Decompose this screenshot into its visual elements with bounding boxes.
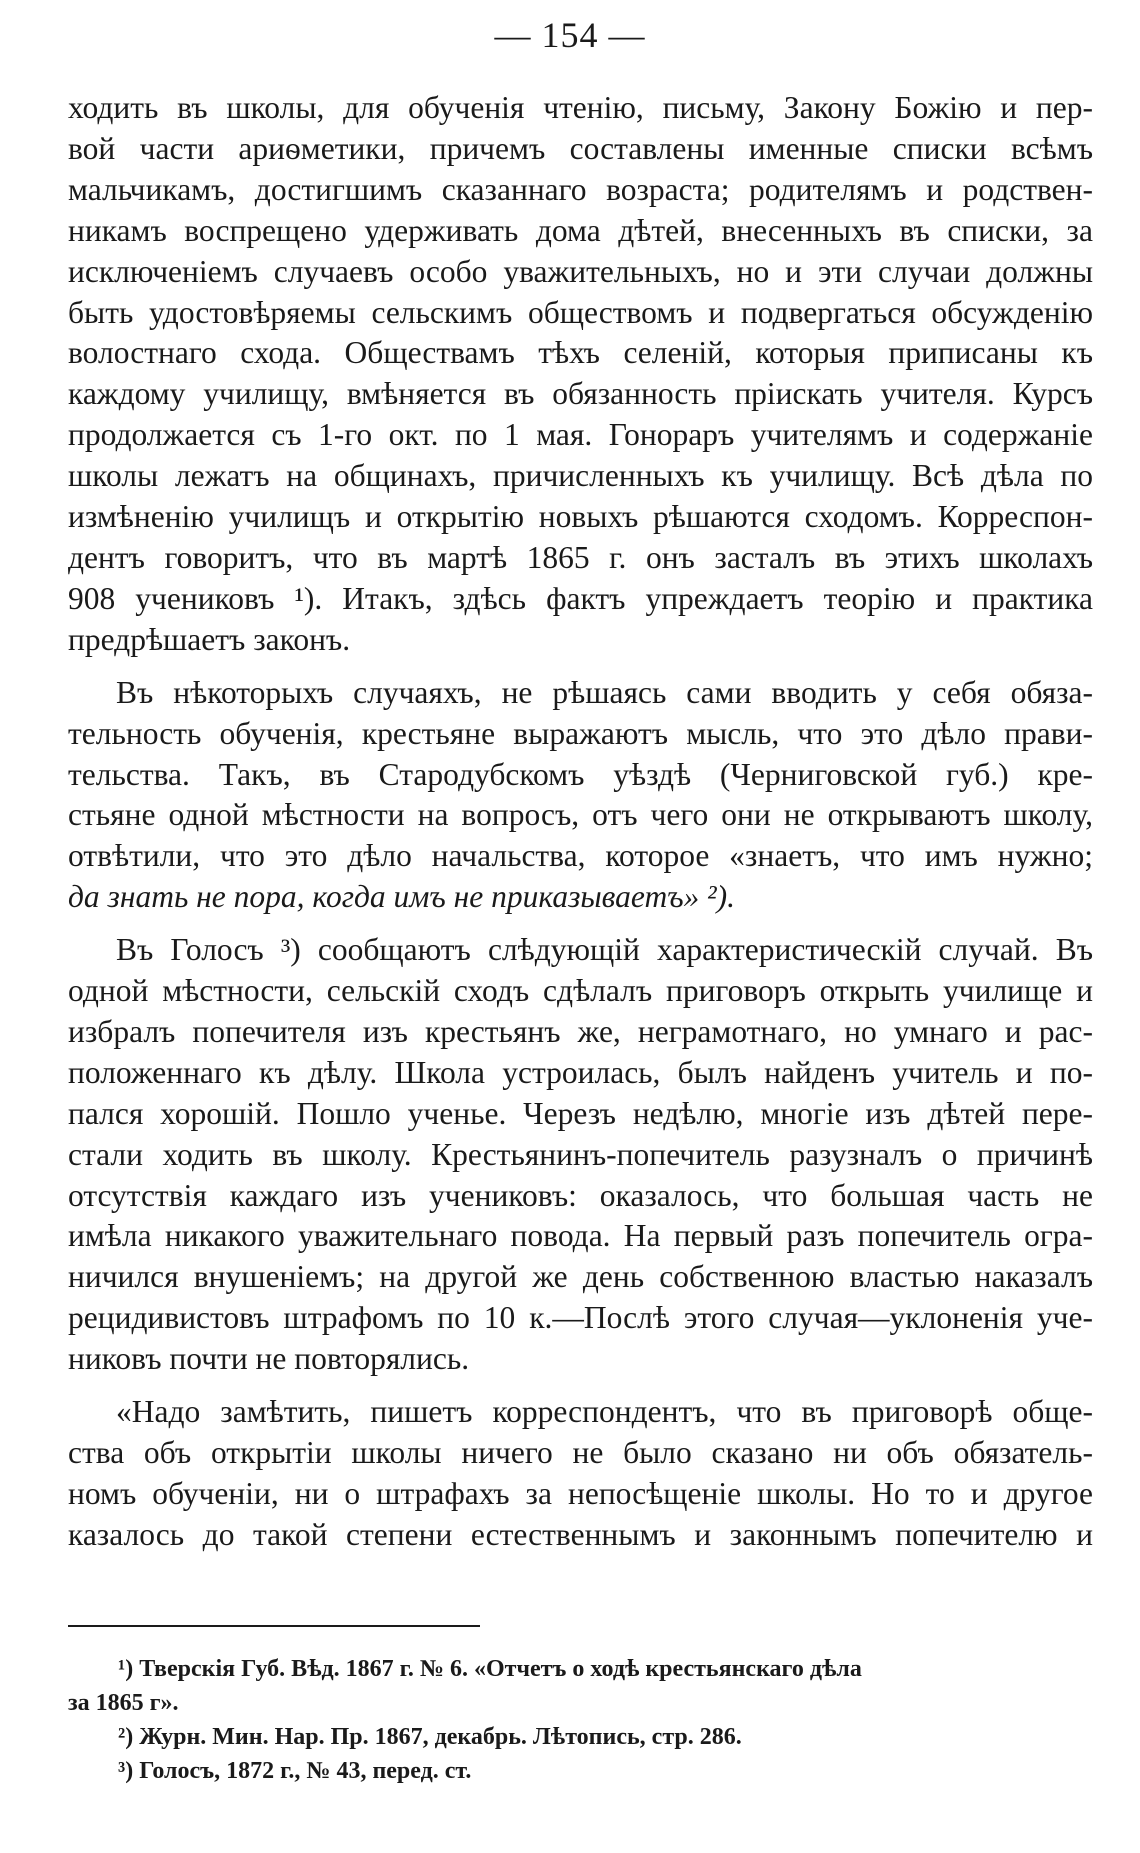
text-line: одной мѣстности, сельскій сходъ сдѣлалъ приговоръ открыть училище и (68, 973, 1093, 1009)
text-line: продолжается съ 1-го окт. по 1 мая. Гонораръ учителямъ и содержаніе (68, 417, 1093, 453)
text-line: рецидивистовъ штрафомъ по 10 к.—Послѣ этого случая—уклоненія уче- (68, 1300, 1093, 1336)
paragraph-2 (68, 673, 1093, 918)
text-line: стали ходить въ школу. Крестьянинъ-попечитель разузналъ о причинѣ (68, 1136, 1093, 1172)
text-line: 908 учениковъ ¹). Итакъ, здѣсь фактъ упреждаетъ теорію и практика (68, 580, 1093, 616)
text-line: стьяне одной мѣстности на вопросъ, отъ чего они не открываютъ школу, (68, 797, 1093, 833)
text-line: Въ Голосъ ³) сообщаютъ слѣдующій характеристическій случай. Въ (116, 932, 1093, 968)
text-line: «Надо замѣтить, пишетъ корреспондентъ, что въ приговорѣ обще- (116, 1394, 1093, 1430)
text-line: ства объ открытіи школы ничего не было сказано ни объ обязатель- (68, 1435, 1093, 1470)
text-line: номъ обученіи, ни о штрафахъ за непосѣщеніе школы. Но то и другое (68, 1475, 1093, 1511)
text-line: казалось до такой степени естественнымъ и законнымъ попечителю и (68, 1516, 1093, 1552)
text-line: положеннаго къ дѣлу. Школа устроилась, былъ найденъ учитель и по- (68, 1054, 1093, 1090)
text-line: пался хорошій. Пошло ученье. Черезъ недѣлю, многіе изъ дѣтей пере- (68, 1095, 1093, 1131)
text-line: да знать не пора, когда имъ не приказываетъ» ²). (68, 879, 735, 915)
paragraph-1 (68, 88, 1093, 661)
text-line: волостнаго схода. Обществамъ тѣхъ селеній, которыя приписаны къ (68, 335, 1093, 371)
text-line: ничился внушеніемъ; на другой же день собственною властью наказалъ (68, 1259, 1093, 1295)
body-text (68, 88, 1093, 1556)
footnote-divider (68, 1625, 480, 1627)
text-line: Въ нѣкоторыхъ случаяхъ, не рѣшаясь сами вводить у себя обяза- (116, 674, 1093, 710)
text-line: никамъ воспрещено удерживать дома дѣтей, внесенныхъ въ списки, за (68, 212, 1093, 248)
text-line: каждому училищу, вмѣняется въ обязанность пріискать учителя. Курсъ (68, 376, 1093, 412)
footnote-2: ²) Журн. Мин. Нар. Пр. 1867, декабрь. Лѣтопись, стр. 286. (118, 1724, 742, 1750)
text-line: отвѣтили, что это дѣло начальства, которое «знаетъ, что имъ нужно; (68, 838, 1093, 874)
paragraph-3 (68, 930, 1093, 1380)
text-line: дентъ говоритъ, что въ мартѣ 1865 г. онъ засталъ въ этихъ школахъ (68, 539, 1093, 575)
text-line: тельность обученія, крестьяне выражаютъ мысль, что это дѣло прави- (68, 715, 1093, 751)
text-line: тельства. Такъ, въ Стародубскомъ уѣздѣ (Черниговской губ.) кре- (68, 756, 1093, 792)
text-line: школы лежатъ на общинахъ, причисленныхъ къ училищу. Всѣ дѣла по (68, 458, 1093, 494)
text-line: никовъ почти не повторялись. (68, 1341, 470, 1377)
text-line: избралъ попечителя изъ крестьянъ же, неграмотнаго, но умнаго и рас- (68, 1013, 1093, 1049)
text-line: измѣненію училищъ и открытію новыхъ рѣшаются сходомъ. Корреспон- (68, 499, 1093, 535)
text-line: предрѣшаетъ законъ. (68, 621, 351, 657)
footnote-1-continuation: за 1865 г». (68, 1690, 179, 1716)
page-number: — 154 — (494, 15, 646, 55)
text-line: отсутствія каждаго изъ учениковъ: оказалось, что большая часть не (68, 1177, 1093, 1213)
text-line: быть удостовѣряемы сельскимъ обществомъ и подвергаться обсужденію (68, 294, 1093, 330)
text-line: исключеніемъ случаевъ особо уважительныхъ, но и эти случаи должны (68, 253, 1093, 289)
text-line: вой части ариѳметики, причемъ составлены именные списки всѣмъ (68, 130, 1093, 166)
footnote-1: ¹) Тверскія Губ. Вѣд. 1867 г. № 6. «Отчетъ о ходѣ крестьянскаго дѣла (118, 1656, 862, 1682)
footnote-3: ³) Голосъ, 1872 г., № 43, перед. ст. (118, 1758, 472, 1784)
text-line: имѣла никакого уважительнаго повода. На первый разъ попечитель огра- (68, 1218, 1093, 1254)
footnotes (68, 1652, 1093, 1788)
text-line: ходить въ школы, для обученія чтенію, письму, Закону Божію и пер- (68, 90, 1093, 125)
paragraph-4 (68, 1392, 1093, 1556)
text-line: мальчикамъ, достигшимъ сказаннаго возраста; родителямъ и родствен- (68, 171, 1093, 207)
